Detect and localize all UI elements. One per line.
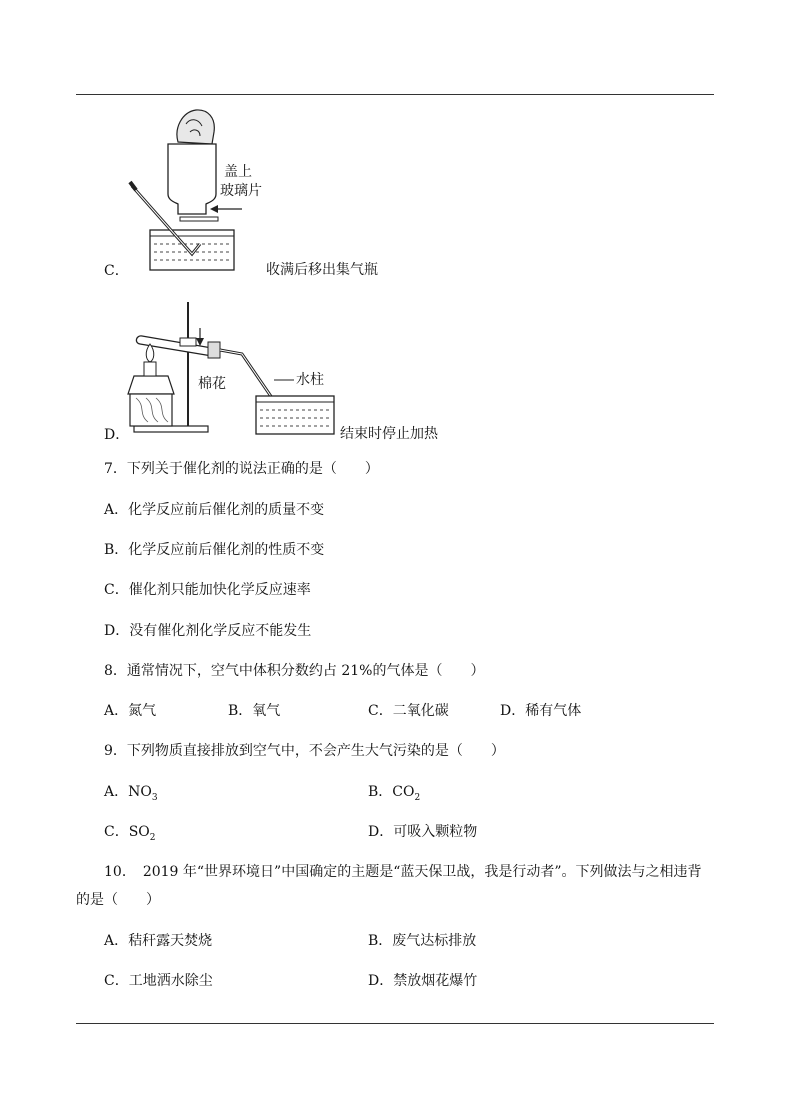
q10-stem-line1: 10． 2019 年“世界环境日”中国确定的主题是“蓝天保卫战，我是行动者”。下列做法与之相违背 (104, 864, 702, 880)
figure-c-caption: 收满后移出集气瓶 (266, 262, 378, 278)
q8-option-c: C．二氧化碳 (368, 703, 449, 719)
q10-option-b: B．废气达标排放 (368, 933, 477, 949)
alcohol-lamp (128, 376, 174, 394)
q10-stem-line2: 的是（ ） (76, 892, 160, 908)
wood-block (130, 394, 172, 426)
q9-option-d: D．可吸入颗粒物 (368, 824, 478, 840)
gas-bottle (168, 144, 216, 214)
footer-rule (76, 1023, 714, 1024)
figure-d-label-water: 水柱 (296, 372, 324, 388)
q10-option-d: D．禁放烟花爆竹 (368, 973, 478, 989)
figure-d-caption: 结束时停止加热 (340, 426, 438, 442)
q8-option-d: D．稀有气体 (500, 703, 582, 719)
q9-option-b: B．$CO_2$ (368, 784, 421, 803)
header-rule (76, 94, 714, 95)
q10-option-c: C．工地洒水除尘 (104, 973, 213, 989)
q7-option-b: B．化学反应前后催化剂的性质不变 (104, 542, 325, 558)
figure-d-label-cotton: 棉花 (198, 376, 226, 392)
q7-option-a: A．化学反应前后催化剂的质量不变 (104, 502, 325, 518)
q7-stem: 7．下列关于催化剂的说法正确的是（ ） (104, 461, 379, 477)
q10-option-a: A．秸秆露天焚烧 (104, 933, 213, 949)
q8-stem: 8．通常情况下，空气中体积分数约占 21%的气体是（ ） (104, 663, 485, 679)
figure-d-option-letter: D． (104, 427, 130, 443)
glass-plate (180, 217, 218, 221)
stand-base (134, 426, 208, 432)
q9-stem: 9．下列物质直接排放到空气中，不会产生大气污染的是（ ） (104, 743, 505, 759)
q8-option-a: A．氮气 (104, 703, 157, 719)
q9-option-c: C．$SO_2$ (104, 824, 156, 843)
figure-c-label-cover: 盖上 (224, 164, 252, 180)
q9-option-a: A．$NO_3$ (104, 784, 158, 803)
q8-option-b: B．氧气 (228, 703, 281, 719)
q7-option-c: C．催化剂只能加快化学反应速率 (104, 582, 311, 598)
figure-d-diagram (124, 298, 339, 438)
q7-option-d: D．没有催化剂化学反应不能发生 (104, 623, 312, 639)
figure-c-option-letter: C． (104, 263, 129, 279)
hand-icon (177, 110, 214, 144)
figure-c-label-glass: 玻璃片 (220, 183, 262, 199)
